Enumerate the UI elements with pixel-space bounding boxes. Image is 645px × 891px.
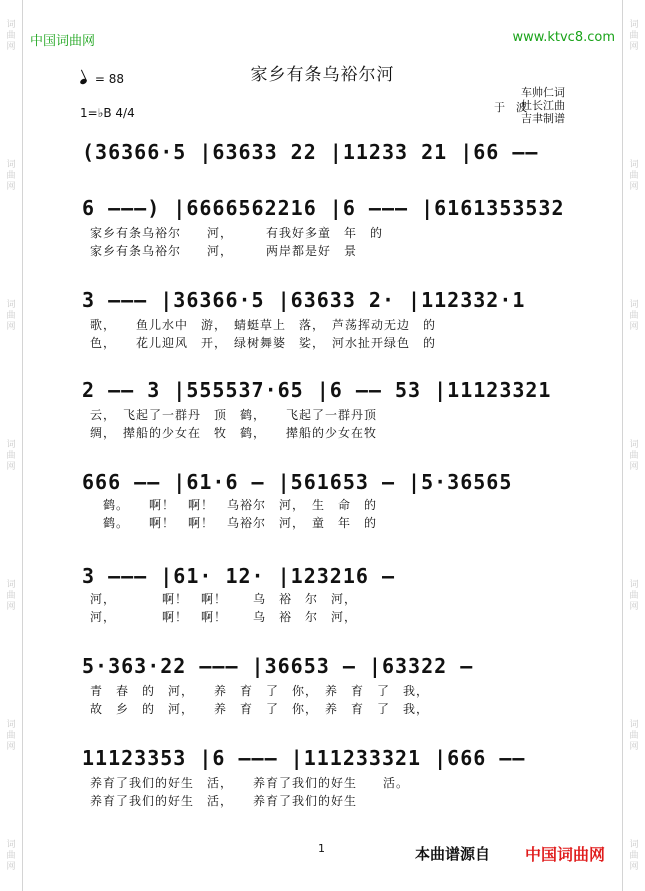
page-number: 1 xyxy=(318,842,325,855)
notation-line: 5·363·22 ——— |36653 — |63322 — xyxy=(82,654,474,678)
footer-site-name: 中国词曲网 xyxy=(525,845,606,864)
lyric-line: 青 春 的 河， 养 育 了 你， 养 育 了 我， xyxy=(90,684,430,698)
watermark-text: 词曲网 xyxy=(6,840,16,872)
notation-line: 3 ——— |61· 12· |123216 — xyxy=(82,564,395,588)
notation-line: 666 —— |61·6 — |561653 — |5·36565 xyxy=(82,470,513,494)
notation-line: (36366·5 |63633 22 |11233 21 |66 —— xyxy=(82,140,539,164)
quarter-note-icon xyxy=(79,78,87,85)
footer-source-label: 本曲谱源自 xyxy=(415,845,491,863)
watermark-text: 词曲网 xyxy=(629,300,639,332)
site-url: www.ktvc8.com xyxy=(512,30,615,45)
key-signature: 1=♭B 4/4 xyxy=(80,106,135,120)
lyric-line: 河， 啊！ 啊！ 乌 裕 尔 河， xyxy=(90,592,358,606)
lyric-line: 鹤。 啊！ 啊！ 乌裕尔 河， 童 年 的 xyxy=(90,516,378,530)
lyric-line: 色， 花儿迎风 开， 绿树舞婆 娑， 河水扯开绿色 的 xyxy=(90,336,437,350)
notation-line: 2 —— 3 |555537·65 |6 —— 53 |11123321 xyxy=(82,378,552,402)
lyric-line: 家乡有条乌裕尔 河， 两岸都是好 景 xyxy=(90,244,358,258)
tempo-mark xyxy=(80,72,124,86)
lyric-line: 养育了我们的好生 活， 养育了我们的好生 xyxy=(90,794,358,808)
left-watermark-strip xyxy=(0,0,23,891)
arranger: 吉聿制谱 xyxy=(521,112,565,125)
right-watermark-strip xyxy=(622,0,645,891)
notation-line: 3 ——— |36366·5 |63633 2· |112332·1 xyxy=(82,288,526,312)
lyric-line: 歌， 鱼儿水中 游， 蜻蜓草上 落， 芦荡挥动无边 的 xyxy=(90,318,437,332)
watermark-text: 词曲网 xyxy=(629,20,639,52)
credits-block xyxy=(521,86,565,125)
lyric-line: 河， 啊！ 啊！ 乌 裕 尔 河， xyxy=(90,610,358,624)
watermark-text: 词曲网 xyxy=(6,580,16,612)
watermark-text: 词曲网 xyxy=(629,840,639,872)
lyricist: 车帅仁词 xyxy=(521,86,565,99)
lyric-line: 故 乡 的 河， 养 育 了 你， 养 育 了 我， xyxy=(90,702,430,716)
watermark-text: 词曲网 xyxy=(6,160,16,192)
watermark-text: 词曲网 xyxy=(6,720,16,752)
lyric-line: 鹤。 啊！ 啊！ 乌裕尔 河， 生 命 的 xyxy=(90,498,378,512)
lyric-line: 养育了我们的好生 活， 养育了我们的好生 活。 xyxy=(90,776,410,790)
watermark-text: 词曲网 xyxy=(629,160,639,192)
notation-line: 6 ———) |6666562216 |6 ——— |6161353532 xyxy=(82,196,565,220)
watermark-text: 词曲网 xyxy=(6,300,16,332)
lyric-line: 云， 飞起了一群丹 顶 鹤， 飞起了一群丹顶 xyxy=(90,408,378,422)
watermark-text: 词曲网 xyxy=(629,440,639,472)
lyric-line: 绸， 撵船的少女在 牧 鹤， 撵船的少女在牧 xyxy=(90,426,378,440)
site-name-header: 中国词曲网 xyxy=(30,34,96,49)
composer-prefix: 于 波 xyxy=(494,101,527,114)
watermark-text: 词曲网 xyxy=(629,580,639,612)
song-title: 家乡有条乌裕尔河 xyxy=(250,65,395,85)
composer: 杜长江曲 xyxy=(521,99,565,112)
notation-line: 11123353 |6 ——— |111233321 |666 —— xyxy=(82,746,526,770)
watermark-text: 词曲网 xyxy=(6,440,16,472)
watermark-text: 词曲网 xyxy=(6,20,16,52)
tempo-value: = 88 xyxy=(94,72,124,86)
watermark-text: 词曲网 xyxy=(629,720,639,752)
lyric-line: 家乡有条乌裕尔 河， 有我好多童 年 的 xyxy=(90,226,384,240)
